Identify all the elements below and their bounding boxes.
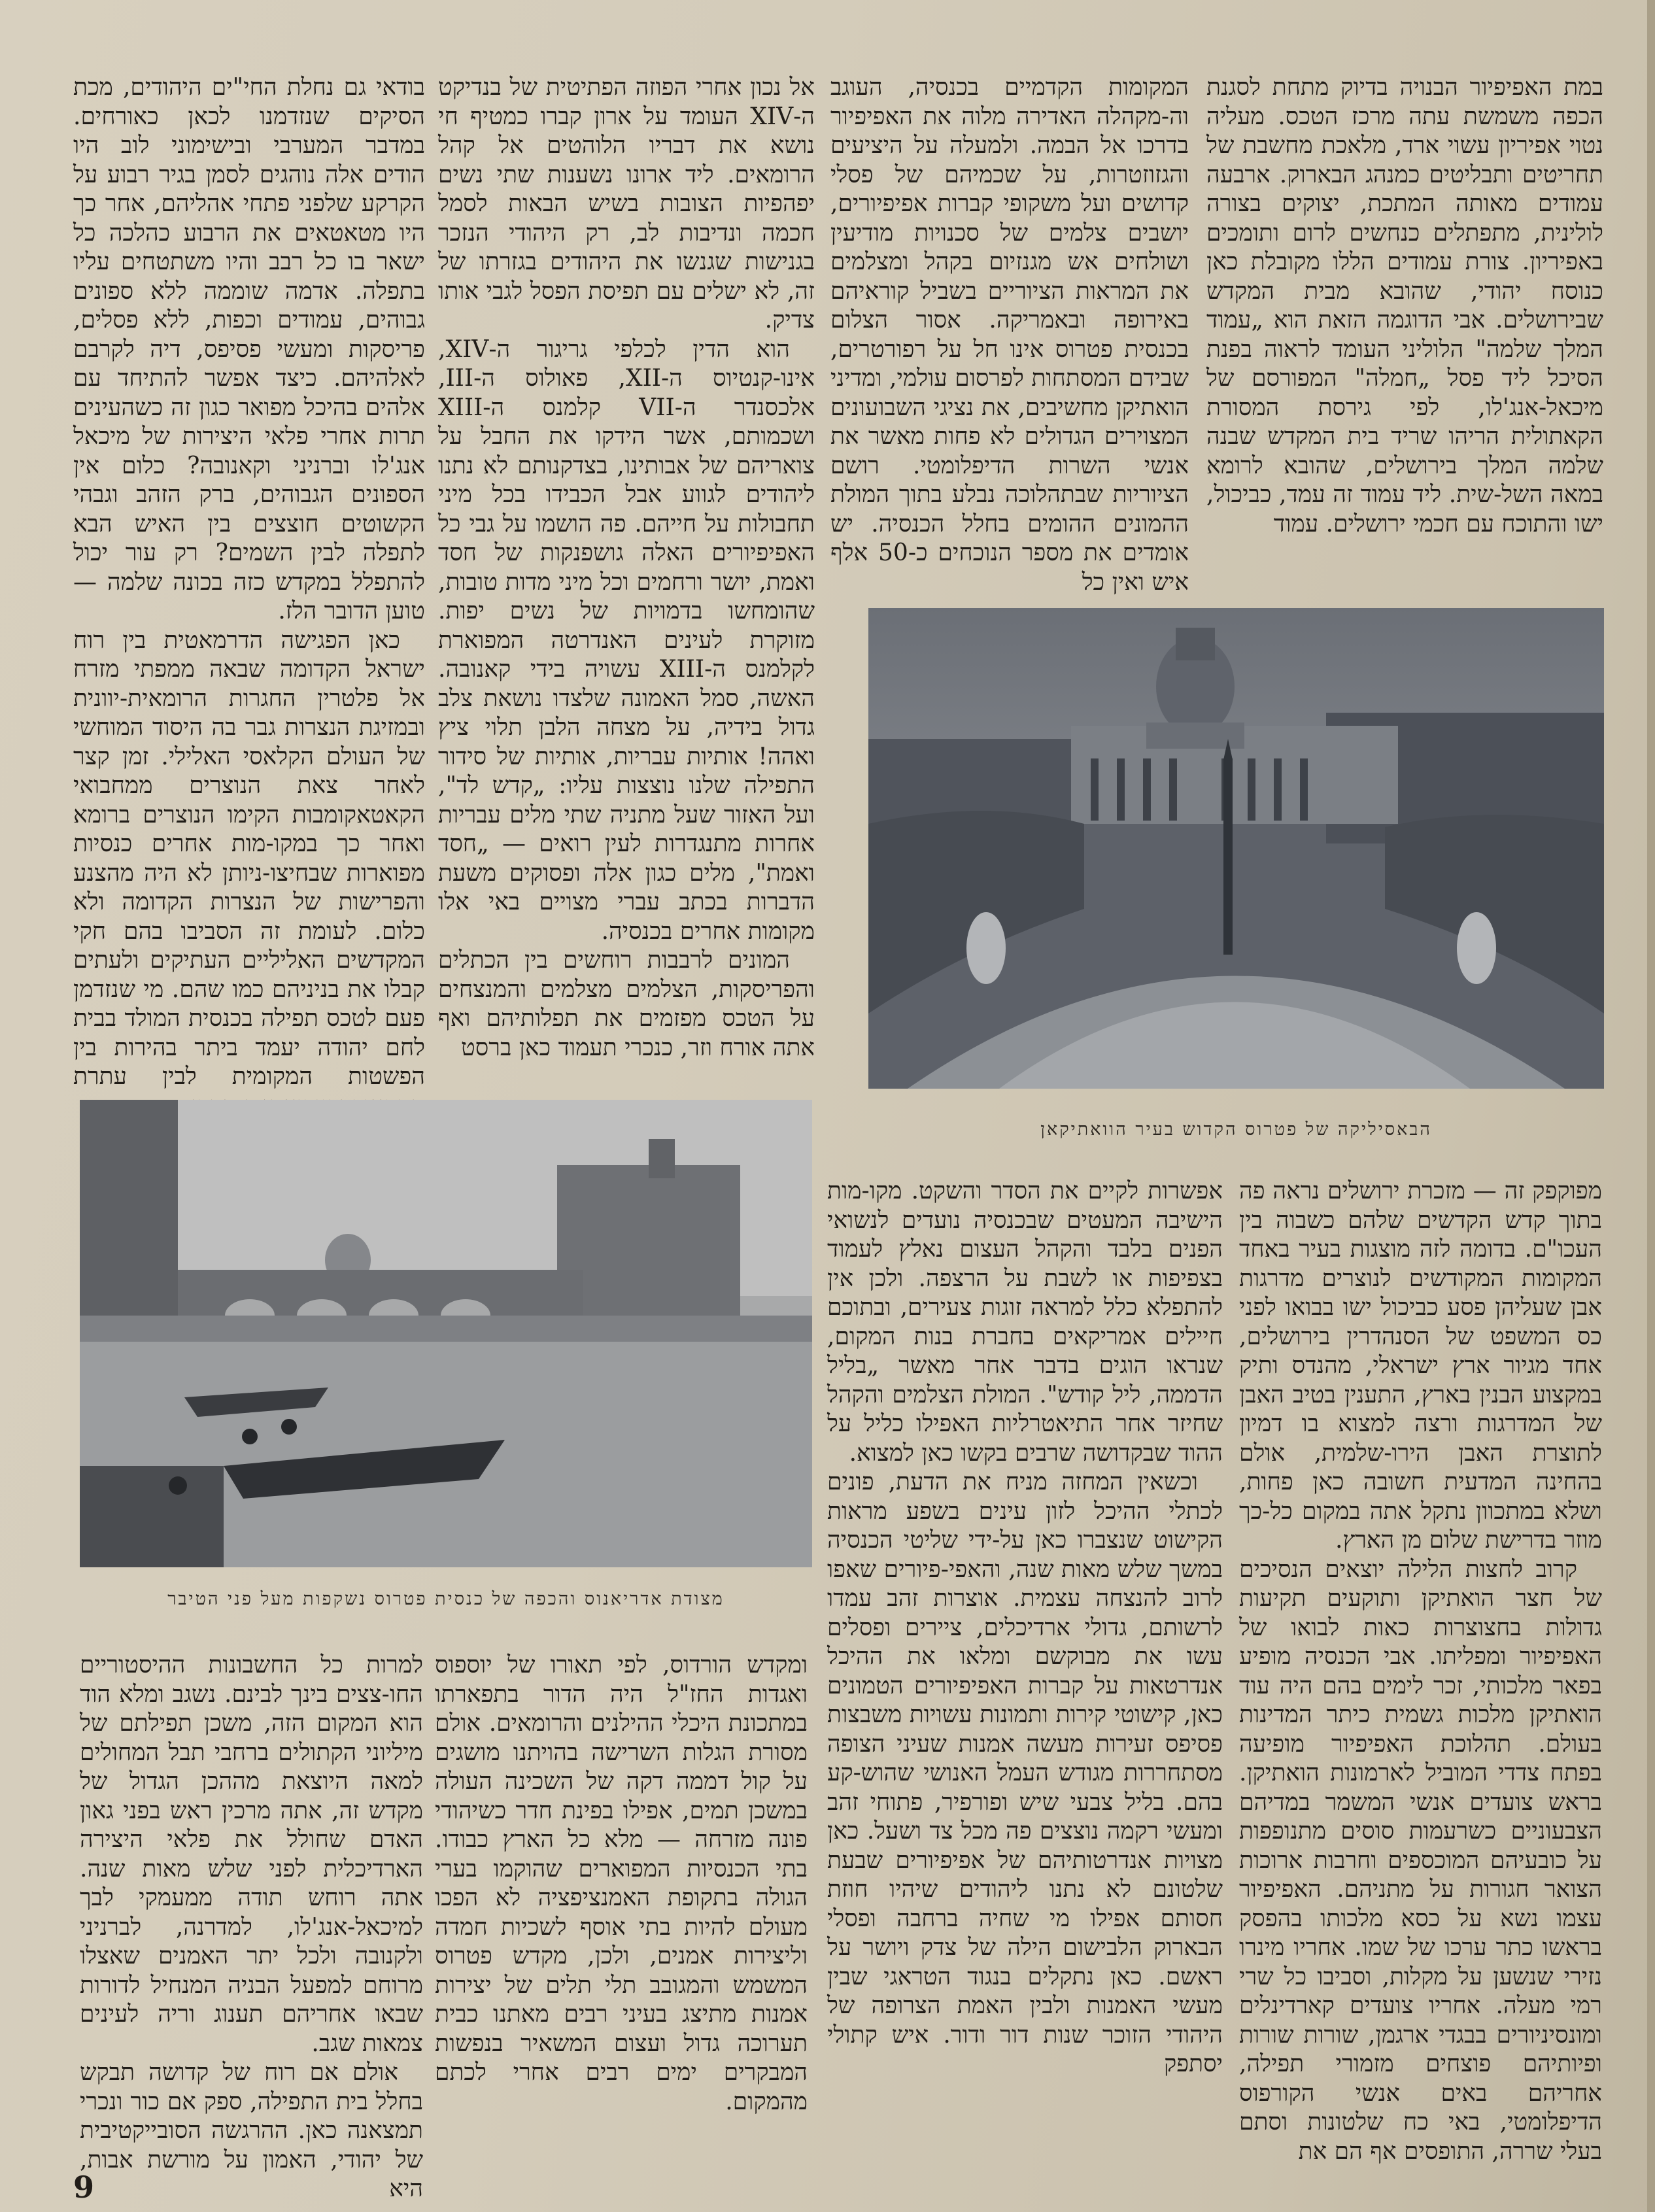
paragraph: כאן הפגישה הדרמאטית בין רוח ישראל הקדומה שבאה ממפתי מזרח אל פלטרין החגרות הרומאית-יוונית ובמזיגת הנצרות גבר בה היסוד המוחשי של העולם הקלאסי האלילי. זמן קצר לאחר צאת הנוצרים ממחבואי הקאטאקומבות הקימו הנוצרים ברומא ואחר כך במקו-מות אחרים כנסיות מפוארות שבחיצו-ניותן לא היה מהצנע והפרישות של הנצרות הקדומה ולא כלום. לעומת זה הסביבו בהם חקי המקדשים האליליים העתיקים ולעתים קבלו את בניניהם כמו שהם. מי שנזדמן פעם לטכס תפילה בכנסית המולד בבית לחם יהודה יעמד ביתר בהירות בין הפשטות המקומית לבין עתרת — [73, 626, 425, 1090]
paragraph: במת האפיפיור הבנויה בדיוק מתחת לסגנת הכפה משמשת עתה מרכז הטכס. מעליה נטוי אפיריון עשוי ארד, מלאכת מחשבת של תחריטים ותבליטים כמנהג הבארוק. ארבעה עמודים מאותה המתכת, יצוקים בצורה לולינית, מתפתלים כנחשים לרום ותומכים באפיריון. צורת עמודים הללו מקובלת כאן כנוסח יהודי, שהובא מבית המקדש שבירושלים. אבי הדוגמה הזאת הוא „עמוד המלך שלמה" הלוליני העומד לראוה בפנת הסיכל ליד פסל „חמלה" המפורסם של מיכאל-אנג'לו, לפי גירסת המסורת הקאתולית הריהו שריד בית המקדש שבנה שלמה המלך בירושלים, שהובא לרומא במאה השל-שית. ליד עמוד זה עמד, כביכול, ישו והתוכח עם חכמי ירושלים. עמוד — [1206, 74, 1603, 537]
column-2-middle — [827, 1177, 1223, 2077]
paragraph: למרות כל החשבונות ההיסטוריים החו-צצים בינך לבינם. נשגב ומלא הוד הוא המקום הזה, משכן תפילתם של מיליוני הקתולים ברחבי תבל המחולים למאה היוצאת מההכן הגדול של מקדש זה, אתה מרכין ראש בפני גאון האדם שחולל את פלאי היצירה הארדיכלית לפני שלש מאות שנה. אתה רוחש תודה ממעמקי לבך למיכאל-אנג'לו, למדרנה, לברניני ולקנובה ולכל יתר האמנים שאצלו מרוחם למפעל הבניה המנחיל לדורות שבאו אחריהם תענוג וריה לעינים צמאות שגב. — [80, 1652, 423, 2057]
photo-caption: הבאסיליקה של פטרוס הקדוש בעיר הוואתיקאן — [1040, 1119, 1432, 1140]
column-4-top — [73, 73, 425, 1090]
photo-castel-sant-angelo-tiber — [80, 1100, 812, 1567]
column-2-top — [830, 73, 1189, 596]
paragraph: אולם אם רוח של קדושה תבקש בחלל בית התפילה, ספק אם כור ונכרי תמצאנה כאן. ההרגשה הסובייקטיבית של יהודי, האמון על מורשת אבות, היא — [80, 2059, 423, 2202]
column-1-top — [1206, 73, 1603, 596]
column-3-top — [438, 73, 815, 1061]
paragraph: ומקדש הורדוס, לפי תאורו של יוספוס ואגדות החז"ל היה הדור בתפארתו במתכונת היכלי ההילנים והרומאים. אולם מסורת הגלות השרישה בהויתנו מושגים על קול דממה דקה של השכינה העולה במשכן תמים, אפילו בפינת חדר כשיהודי פונה מזרחה — מלא כל הארץ כבודו. בתי הכנסיות המפוארים שהוקמו בערי הגולה בתקופת האמנציפציה לא הפכו מעולם להיות בתי אוסף לשכיות חמדה וליצירות אמנים, ולכן, מקדש פטרוס המשמש והמגובב תלי תלים של יצירות אמנות מתיצג בעיני רבים מאתנו כבית תערוכה גדול ועצום המשאיר בנפשות המבקרים ימים רבים אחרי לכתם מהמקום. — [435, 1652, 808, 2115]
paragraph: וכשאין המחזה מניח את הדעת, פונים לכתלי ההיכל לזון עינים בשפע מראות הקישוט שנצברו כאן על-ידי שליטי הכנסיה במשך שלש מאות שנה, והאפי-פיורים שאפו לרוב להנצחה עצמית. אוצרות זהב עמדו לרשותם, גדולי ארדיכלים, ציירים ופסלים עשו את מבוקשם ומלאו את ההיכל אנדרטאות על קברות האפיפיורים הטמונים כאן, קישוטי קירות ותמונות עשויות משבצות פסיפס זעירות מעשה אמנות שעיני הצופה מסתחררות מגודש העמל האנושי שהוש-קע בהם. בליל צבעי שיש ופורפיר, פתוחי זהב ומעשי רקמה נוצצים פה מכל צד ושעל. כאן מצויות אנדרטותיהם של אפיפיורים שבעת שלטונם לא נתנו ליהודים שיהיו חוזת חסותם אפילו מי שחיה ברחבה ופסלי הבארוק הלבישום הילה של צדק ויושר על ראשם. כאן נתקלים בנגוד הטראגי שבין מעשי האמנות ולבין האמת הצרופה של היהודי הזוכר שנות דור ודור. איש קתולי יסתפק — [827, 1469, 1223, 2077]
paragraph: אפשרות לקיים את הסדר והשקט. מקו-מות הישיבה המעטים שבכנסיה נועדים לנשואי הפנים בלבד והקהל העצום נאלץ לעמוד בצפיפות או לשבת על הרצפה. ולכן אין להתפלא כלל למראה זוגות צעירים, ובתוכם חיילים אמריקאים בחברת בנות המקום, שנראו הוגים בדבר אחר מאשר „בליל הדממה, ליל קודש". המולת הצלמים והקהל שחיזר אחר התיאטרליות האפילו כליל על ההוד שבקדושה שרבים בקשו כאן למצוא. — [827, 1178, 1223, 1467]
photo-st-peters-basilica — [868, 608, 1604, 1089]
paragraph: המקומות הקדמיים בכנסיה, העוגב וה-מקהלה האדירה מלוה את האפיפיור בדרכו אל הבמה. ולמעלה על היציעים והגזוזטרות, על שכמיהם של פסלי קדושים ועל משקופי קברות אפיפיורים, יושבים צלמים של סכנויות מודיעין ושולחים אש מגנזיום בקהל ומצלמים את המראות הציוריים בשביל קוראיהם באירופה ובאמריקה. אסור הצלום בכנסית פטרוס אינו חל על רפורטרים, שבידם המסתחות לפרסום עולמי, ומדיני הואתיקן מחשיבים, את נציגי השבועונים המצוירים הגדולים לא פחות מאשר את אנשי השרות הדיפלומטי. רושם הציוריות שבתהלוכה נבלע בתוך המולת ההמונים ההומים בחלל הכנסיה. יש אומדים את מספר הנוכחים כ-50 אלף איש ואין כל — [830, 74, 1189, 596]
column-1-middle — [1239, 1177, 1602, 2165]
page-number: 9 — [73, 2169, 95, 2205]
paragraph: הוא הדין לכלפי גריגור ה-XIV, אינו-קנטיוס ה-XII, פאולוס ה-III, אלכסנדר ה-VII קלמנס ה-XIII ושכמותם, אשר הידקו את החבל על צואריהם של אבותינו, בצדקנותם לא נתנו ליהודים לגווע אבל הכבידו בכל מיני תחבולות על חייהם. פה הושמו על גבי כל האפיפיורים האלה גושפנקות של חסד ואמת, יושר ורחמים וכל מיני מדות טובות, שהומחשו בדמויות של נשים יפות. מזוקרת לעינים האנדרטה המפוארת לקלמנס ה-XIII עשויה בידי קאנובה. האשה, סמל האמונה שלצדו נושאת צלב גדול בידיה, על מצחה הלבן תלוי ציץ ואהה! אותיות עבריות, אותיות של סידור התפילה שלנו נוצצות עליו: „קדש לד", ועל האזור שעל מתניה שתי מלים עבריות אחרות מתנגדרות לעין רואים — „חסד ואמת", מלים כגון אלה ופסוקים משעת הדברות בכתב עברי מצויים באי אלו מקומות אחרים בכנסיה. — [438, 335, 815, 945]
paragraph: מפוקפק זה — מזכרת ירושלים נראה פה בתוך קדש הקדשים שלהם כשבוה בין העכו"ם. בדומה לזה מוצגות בעיר באחד המקומות המקודשים לנוצרים מדרגות אבן שעליהן פסע כביכול ישו בבואו לפני כס המשפט של הסנהדרין בירושלים, אחד מגיור ארץ ישראלי, מהנדס ותיק במקצוע הבנין בארץ, התענין בטיב האבן של המדרגות ורצה למצוא בו דמיון לתוצרת האבן הירו-שלמית, אולם בהחינה המדעית חשובה כאן פחות, ושלא במתכוון נתקל אתה במקום כל-כך מוזר בדרישת שלום מן הארץ. — [1239, 1178, 1602, 1554]
paragraph: אל נכון אחרי הפוזה הפתיטית של בנדיקט ה-XIV העומד על ארון קברו כמטיף חי נושא את דבריו הלוהטים אל קהל הרומאים. ליד ארונו נשענות שתי נשים יפהפיות הצובות בשיש הבאות לסמל חכמה ונדיבות לב, רק היהודי הנזכר בגנישות שגנשו את היהודים בגזרתו של זה, לא ישלים עם תפיסת הפסל לגבי אותו צדיק. — [438, 74, 815, 333]
column-2-bottom — [80, 1651, 423, 2202]
paragraph: קרוב לחצות הלילה יוצאים הנסיכים של חצר הואתיקן ותוקעים תקיעות גדולות בחצוצרות כאות לבואו של האפיפיור ומפליתו. אבי הכנסיה מופיע בפאר מלכותי, זכר לימים בהם היה עוד הואתיקן מלכות גשמית כיתר המדינות בעולם. תהלוכת האפיפיור מופיעה בפתח צדדי המוביל לארמונות הואתיקן. בראש צועדים אנשי המשמר במדיהם הצבעוניים כשרעמות סוסים מתנופפות על כובעיהם המוכספים וחרבות ארוכות הצואר חגורות על מתניהם. האפיפיור עצמו נשא על כסא מלכותו בהפסק בראשו כתר ערכו של שמו. אחריו מינרו נזירי שנשען על מקלות, וסביבו כל שרי רמי מעלה. אחריו צועדים קארדינלים ומונסיניורים בבגדי ארגמן, שורות שורות ופיותיהם פוצחים מזמורי תפילה, אחריהם באים אנשי הקורפוס הדיפלומטי, באי כח שלטונות וסתם בעלי שררה, התופסים אף הם את — [1239, 1556, 1602, 2165]
column-1-bottom — [435, 1651, 808, 2122]
photo-caption: מצודת אדריאנוס והכפה של כנסית פטרוס נשקפות מעל פני הטיבר — [167, 1589, 725, 1609]
paragraph: בודאי גם נחלת החי"ים היהודים, מכת הסיקים שנזדמנו לכאן כאורחים. במדבר המערבי ובישימוני לוב היו הודים אלה נוהגים לסמן בגיר רבוע על הקרקע שלפני פתחי אהליהם, אחר כך היו מטאטאים את הרבוע כהלכה כל ישאר בו כל רבב והיו משתטחים עליו בתפלה. אדמה שוממה ללא ספונים גבוהים, עמודים וכפות, ללא פסלים, פריסקות ומעשי פסיפס, דיה לקרבם לאלהיהם. כיצד אפשר להתיחד עם אלהים בהיכל מפואר כגון זה כשהעינים תרות אחרי פלאי היצירות של מיכאל אנג'לו וברניני וקאנובה? כלום אין הספונים הגבוהים, ברק הזהב וגבהי הקשוטים חוצצים בין האיש הבא לתפלה לבין השמים? רק עור יכול להתפלל במקדש כזה בכונה שלמה — טוען הדובר הלז. — [73, 74, 425, 624]
page-edge — [1647, 0, 1655, 2212]
paragraph: המונים לרבבות רוחשים בין הכתלים והפריסקות, הצלמים מצלמים והמנצחים על הטכס מפזמים את תפלותיהם ואף אתה אורח וזר, כנכרי תעמוד כאן ברסט — [438, 947, 815, 1061]
